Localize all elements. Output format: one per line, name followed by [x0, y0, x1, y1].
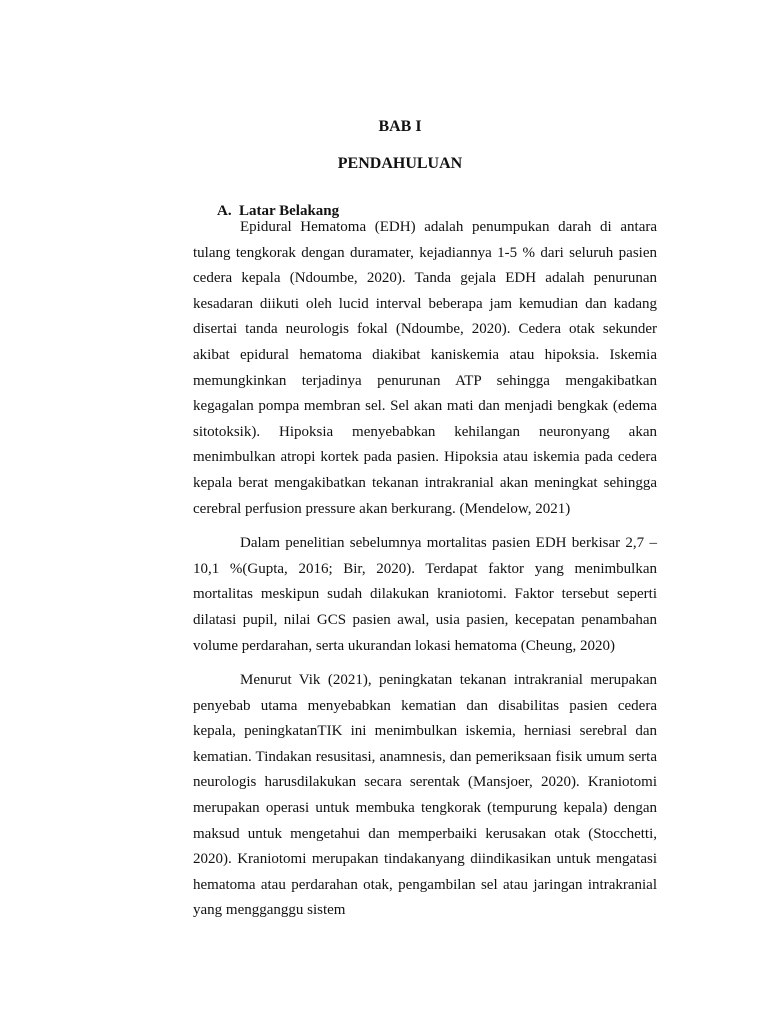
paragraph: Epidural Hematoma (EDH) adalah penumpukan darah di antara tulang tengkorak dengan duramater, kejadiannya 1-5 % dari seluruh pasien cedera kepala (Ndoumbe, 2020). Tanda gejala EDH adalah penurunan kesadaran diikuti oleh lucid interval beberapa jam kemudian dan kadang disertai tanda neurologis fokal (Ndoumbe, 2020). Cedera otak sekunder akibat epidural hematoma diakibat kaniskemia atau hipoksia. Iskemia memungkinkan terjadinya penurunan ATP sehingga mengakibatkan kegagalan pompa membran sel. Sel akan mati dan menjadi bengkak (edema sitotoksik). Hipoksia menyebabkan kehilangan neuronyang akan menimbulkan atropi kortek pada pasien. Hipoksia atau iskemia pada cedera kepala berat mengakibatkan tekanan intrakranial akan meningkat sehingga cerebral perfusion pressure akan berkurang. (Mendelow, 2021)	[193, 219, 657, 517]
paragraph: Dalam penelitian sebelumnya mortalitas pasien EDH berkisar 2,7 – 10,1 %(Gupta, 2016; Bir, 2020). Terdapat faktor yang menimbulkan mortalitas meskipun sudah dilakukan kraniotomi. Faktor tersebut seperti dilatasi pupil, nilai GCS pasien awal, usia pasien, kecepatan penambahan volume perdarahan, serta ukurandan lokasi hematoma (Cheung, 2020)	[193, 535, 657, 654]
paragraph: Menurut Vik (2021), peningkatan tekanan intrakranial merupakan penyebab utama menyebabkan kematian dan disabilitas pasien cedera kepala, peningkatanTIK ini menimbulkan iskemia, herniasi serebral dan kematian. Tindakan resusitasi, anamnesis, dan pemeriksaan fisik umum serta neurologis harusdilakukan secara serentak (Mansjoer, 2020). Kraniotomi merupakan operasi untuk membuka tengkorak (tempurung kepala) dengan maksud untuk mengetahui dan memperbaiki kerusakan otak (Stocchetti, 2020). Kraniotomi merupakan tindakanyang diindikasikan untuk mengatasi hematoma atau perdarahan otak, pengambilan sel atau jaringan intrakranial yang mengganggu sistem	[193, 672, 657, 919]
chapter-number: BAB I	[378, 118, 422, 135]
section-letter: A.	[217, 203, 232, 219]
section-title: Latar Belakang	[239, 203, 340, 219]
chapter-title: PENDAHULUAN	[337, 155, 463, 172]
body-text	[193, 215, 657, 924]
